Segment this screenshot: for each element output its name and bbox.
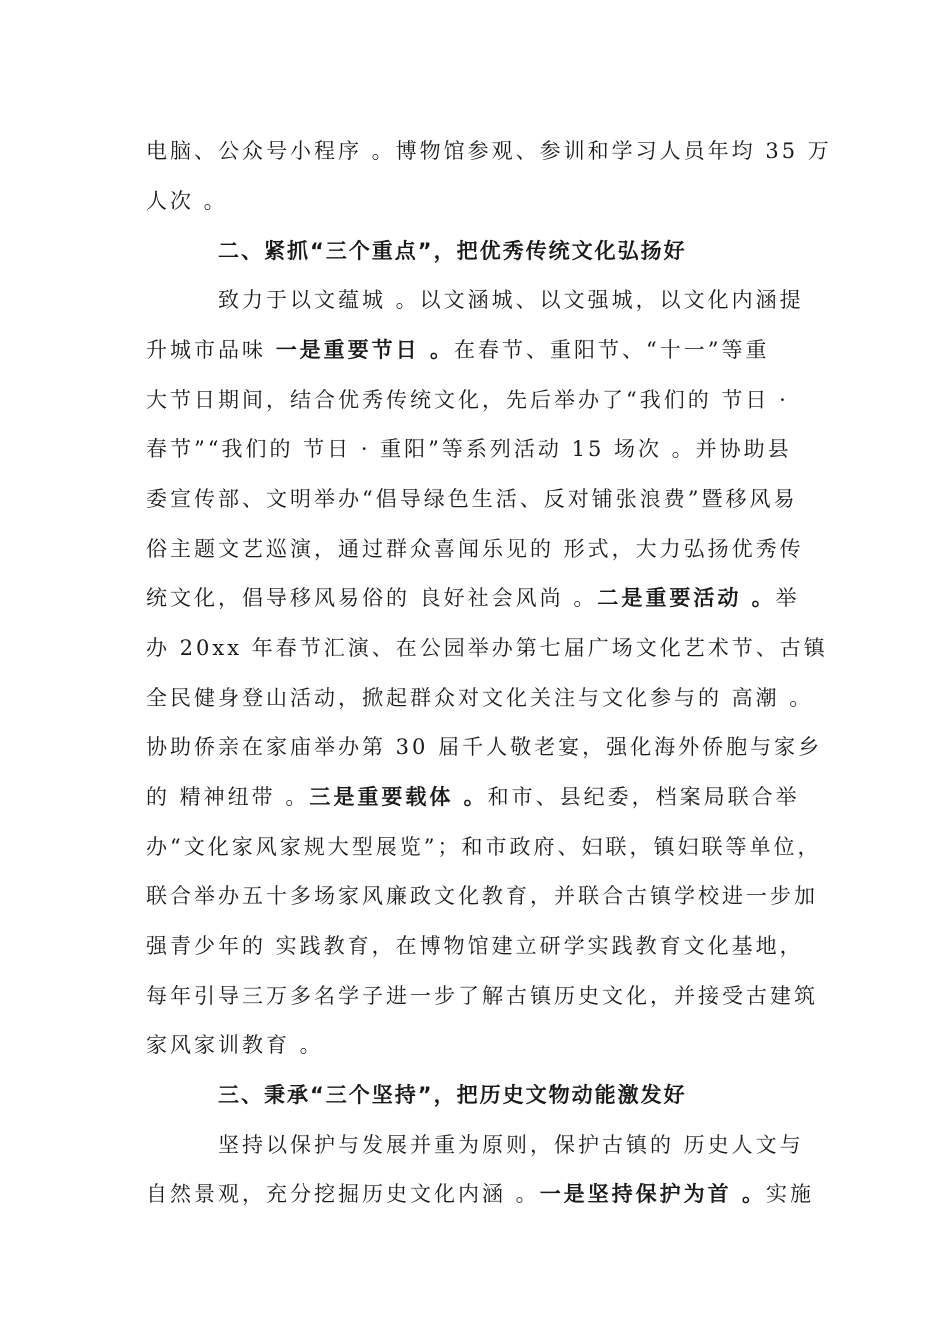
section-heading-3: 三、秉承“三个坚持”，把历史文物动能激发好 xyxy=(218,1083,687,1107)
paragraph-line: 坚持以保护与发展并重为原则，保护古镇的 历史人文与 xyxy=(218,1133,804,1157)
paragraph-line: 全民健身登山活动，掀起群众对文化关注与文化参与的 高潮 。 xyxy=(146,686,814,710)
text-run: 升城市品味 xyxy=(146,338,276,362)
paragraph-line xyxy=(146,583,800,613)
paragraph-line: 人次 。 xyxy=(146,189,228,213)
paragraph-line: 办 20xx 年春节汇演、在公园举办第七届广场文化艺术节、古镇 xyxy=(146,636,828,660)
paragraph-line: 强青少年的 实践教育，在博物馆建立研学实践教育文化基地， xyxy=(146,934,804,958)
bold-lead-phrase: 一是坚持保护为首 。 xyxy=(539,1181,766,1206)
bold-lead-phrase: 三是重要载体 。 xyxy=(309,784,488,809)
paragraph-line: 春节”“我们的 节日 · 重阳”等系列活动 15 场次 。并协助县 xyxy=(146,437,792,461)
bold-lead-phrase: 一是重要节日 。 xyxy=(275,337,454,362)
text-run: 的 精神纽带 。 xyxy=(146,785,310,809)
text-run: 举 xyxy=(775,586,800,610)
section-heading-2: 二、紧抓“三个重点”，把优秀传统文化弘扬好 xyxy=(218,239,687,263)
paragraph-line: 协助侨亲在家庙举办第 30 届千人敬老宴，强化海外侨胞与家乡 xyxy=(146,735,823,759)
paragraph-line xyxy=(146,335,769,365)
text-run: 自然景观，充分挖掘历史文化内涵 。 xyxy=(146,1182,540,1206)
paragraph-line: 俗主题文艺巡演，通过群众喜闻乐见的 形式，大力弘扬优秀传 xyxy=(146,537,804,561)
paragraph-line: 委宣传部、文明举办“倡导绿色生活、反对铺张浪费”暨移风易 xyxy=(146,487,798,511)
paragraph-line: 每年引导三万多名学子进一步了解古镇历史文化，并接受古建筑 xyxy=(146,984,818,1008)
bold-lead-phrase: 二是重要活动 。 xyxy=(597,585,776,610)
paragraph-line: 家风家训教育 。 xyxy=(146,1033,324,1057)
paragraph-line: 大节日期间，结合优秀传统文化，先后举办了“我们的 节日 · xyxy=(146,388,789,412)
text-run: 统文化，倡导移风易俗的 良好社会风尚 。 xyxy=(146,586,598,610)
text-run: 实施 xyxy=(766,1182,814,1206)
paragraph-line xyxy=(146,782,800,812)
text-run: 和市、县纪委，档案局联合举 xyxy=(487,785,800,809)
paragraph-line: 联合举办五十多场家风廉政文化教育，并联合古镇学校进一步加 xyxy=(146,884,818,908)
paragraph-line: 电脑、公众号小程序 。博物馆参观、参训和学习人员年均 35 万 xyxy=(146,139,832,163)
text-run: 在春节、重阳节、“十一”等重 xyxy=(454,338,770,362)
paragraph-line xyxy=(146,1179,814,1209)
paragraph-line: 办“文化家风家规大型展览”；和市政府、妇联，镇妇联等单位， xyxy=(146,835,822,859)
paragraph-line: 致力于以文蕴城 。以文涵城、以文强城，以文化内涵提 xyxy=(218,288,804,312)
